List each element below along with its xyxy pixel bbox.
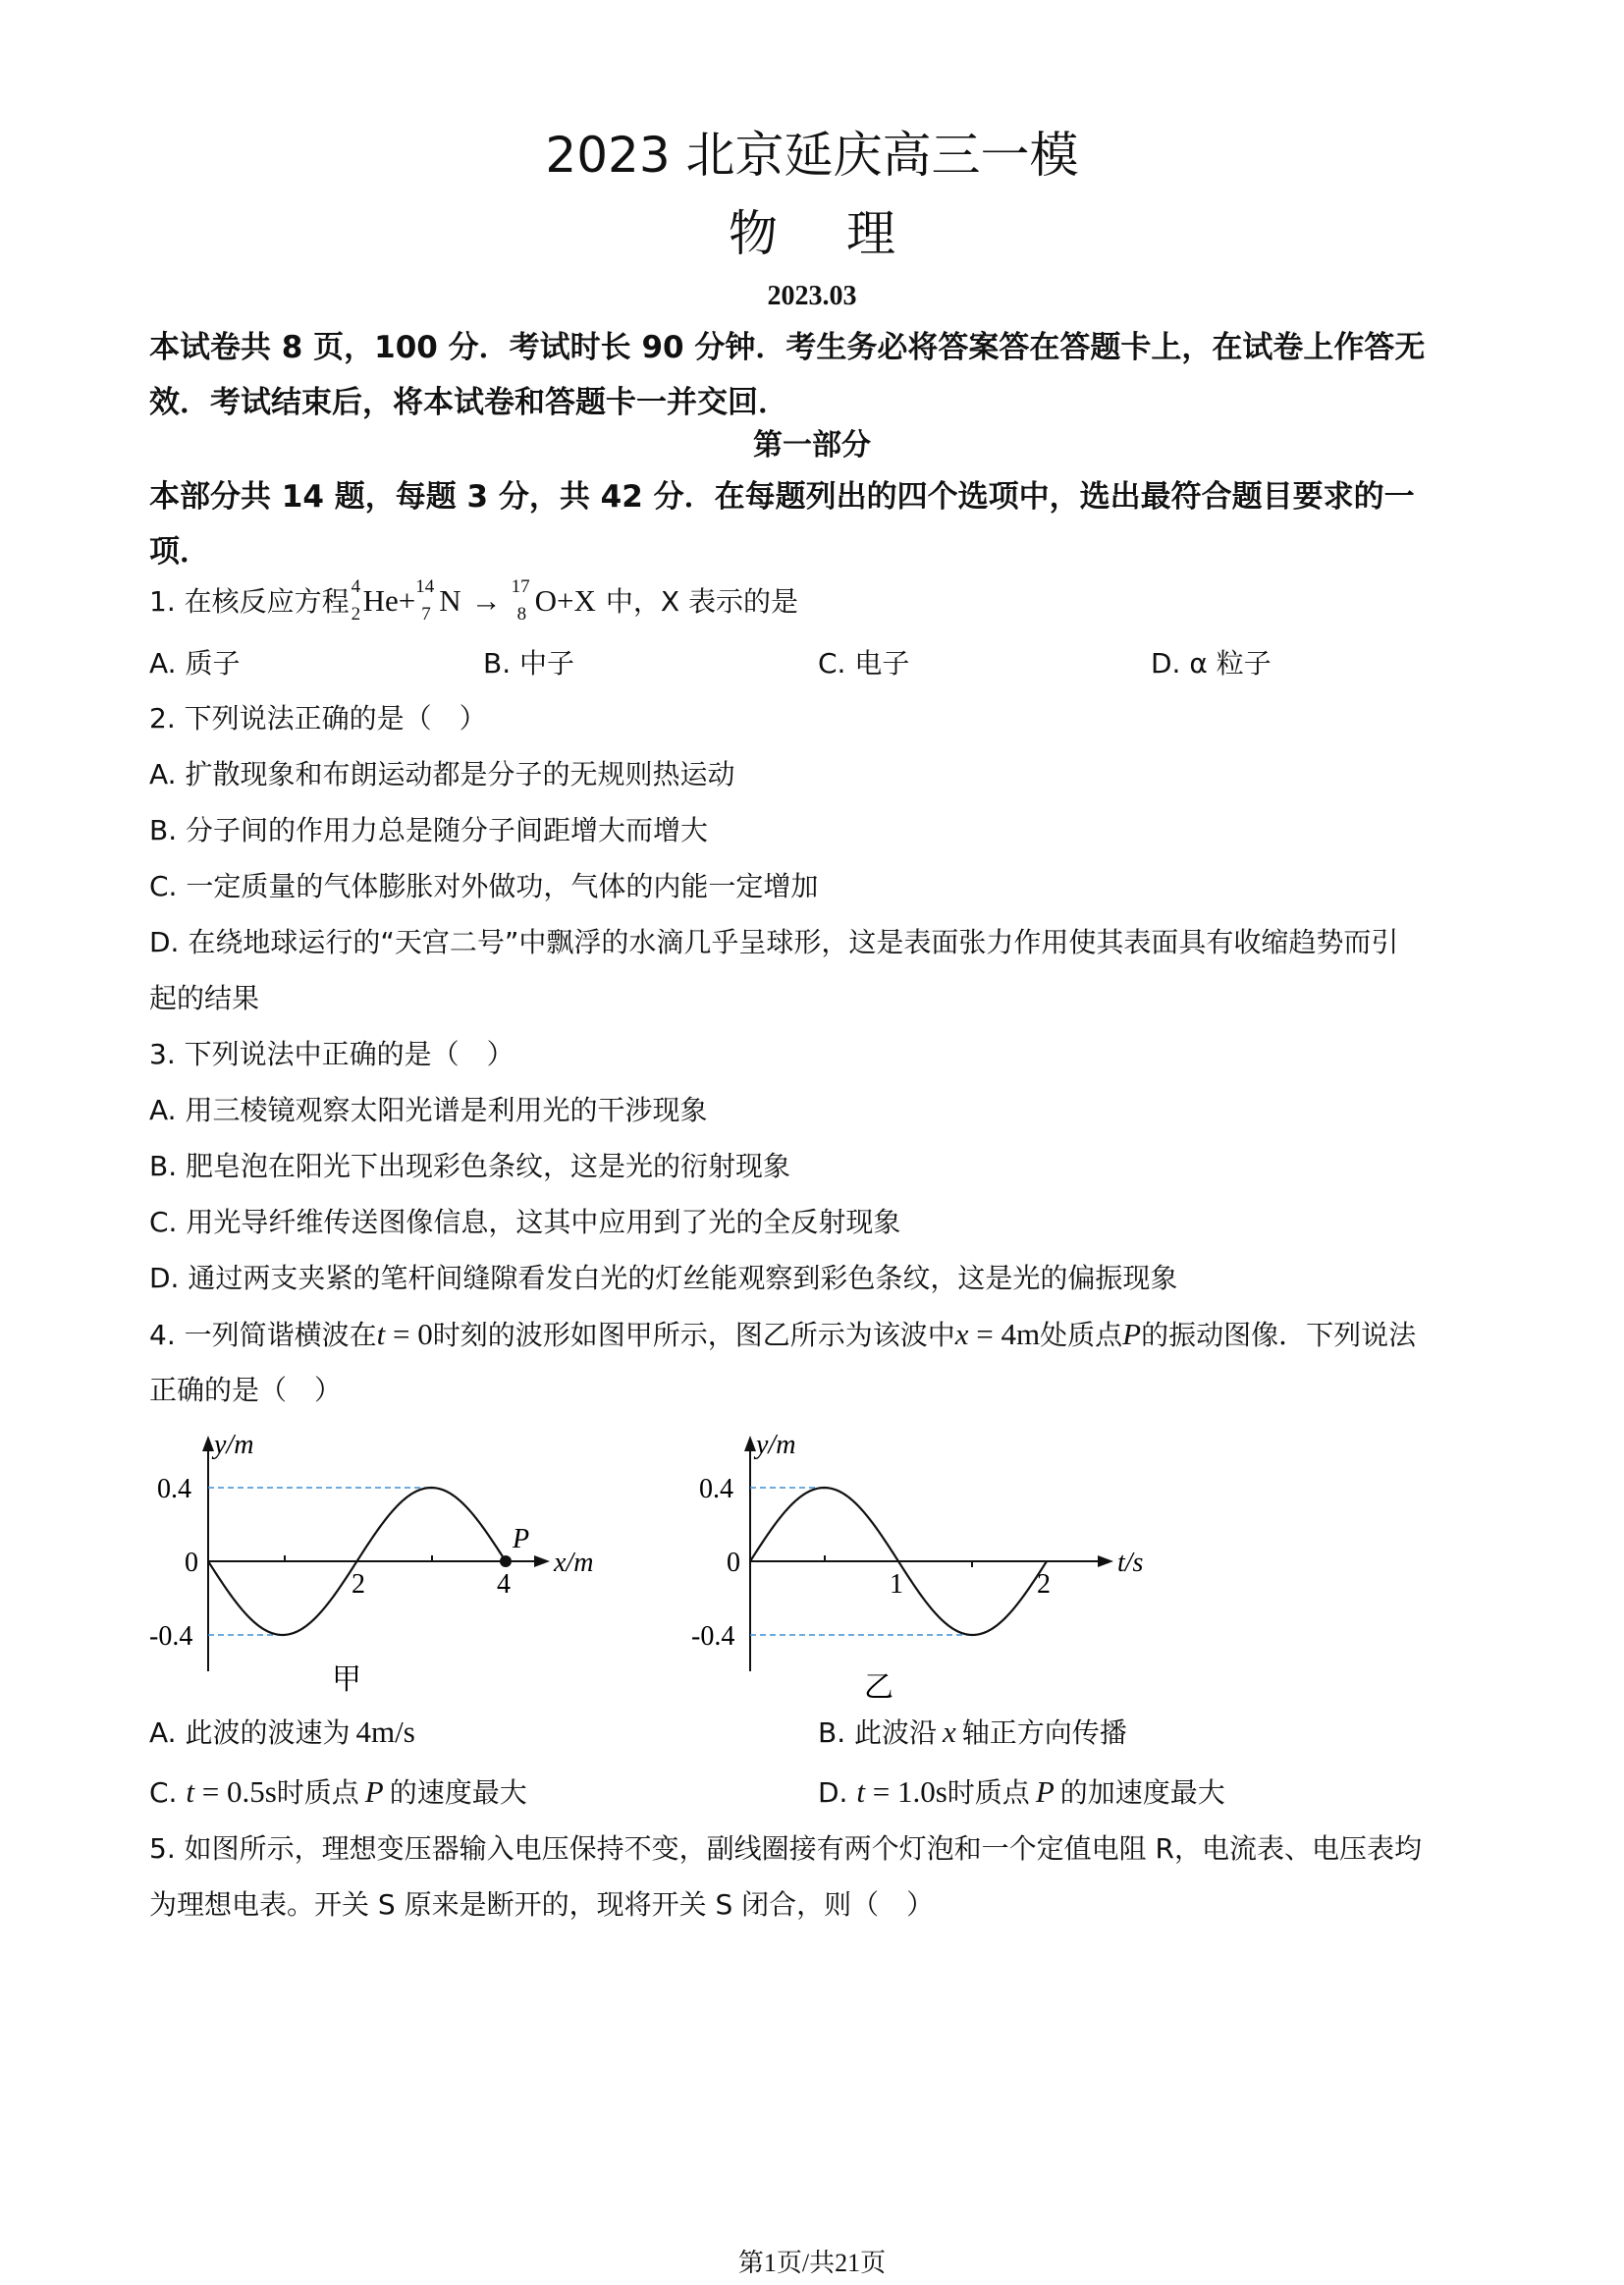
fig-b-xtick-2: 2 (1037, 1569, 1051, 1600)
q4-t-value: = 0 (385, 1317, 433, 1351)
fig-b-y-neg: -0.4 (691, 1621, 735, 1652)
q4-var-t: t (376, 1317, 386, 1351)
fig-a-xtick-2: 2 (352, 1569, 365, 1600)
o-charge-number: 8 (516, 604, 527, 625)
helium-nuclide (350, 576, 416, 625)
q4-opt-a-text: A. 此波的波速为 (149, 1716, 351, 1749)
q4-opt-b-text1: B. 此波沿 (818, 1716, 938, 1749)
fig-a-y-pos: 0.4 (157, 1474, 191, 1504)
nitrogen-nuclide (415, 576, 461, 625)
n-charge-number: 7 (421, 604, 431, 625)
q1-suffix: 中，X 表示的是 (605, 585, 799, 618)
fig-a-y-neg: -0.4 (149, 1621, 193, 1652)
q4-option-a (149, 1713, 415, 1753)
q4-opt-d-value: = 1.0s (865, 1774, 947, 1809)
q4-opt-c-text2: 的速度最大 (389, 1776, 527, 1809)
fig-a-xlabel: x/m (554, 1548, 594, 1578)
question-5-stem-line2: 为理想电表。开关 S 原来是断开的，现将开关 S 闭合，则（ ） (149, 1888, 935, 1921)
q4-opt-d-label: D. (818, 1776, 857, 1809)
q1-option-b: B. 中子 (483, 647, 575, 680)
q4-var-x: x (954, 1317, 969, 1351)
fig-a-ylabel: y/m (214, 1430, 254, 1460)
q1-option-d: D. α 粒子 (1151, 647, 1272, 680)
q4-option-d (818, 1772, 1225, 1813)
exam-notice-line1: 本试卷共 8 页，100 分．考试时长 90 分钟．考生务必将答案答在答题卡上，在试卷上作答无 (149, 330, 1426, 365)
reaction-arrow: → (470, 583, 502, 618)
q4-opt-d-p: P (1035, 1774, 1055, 1809)
q4-opt-c-value: = 0.5s (193, 1774, 277, 1809)
q4-opt-c-t: t (186, 1774, 194, 1809)
fig-b-caption: 乙 (864, 1671, 893, 1704)
q2-option-a: A. 扩散现象和布朗运动都是分子的无规则热运动 (149, 758, 735, 790)
fig-b-xlabel: t/s (1117, 1548, 1144, 1578)
part1-instruction-line2: 项． (149, 534, 210, 570)
q4-x-value: = 4m (968, 1317, 1041, 1351)
exam-notice-line2: 效．考试结束后，将本试卷和答题卡一并交回． (149, 385, 788, 420)
fig-a-xtick-4: 4 (497, 1569, 511, 1600)
he-symbol: He+ (362, 583, 416, 618)
q1-option-a: A. 质子 (149, 647, 241, 680)
q4-text-1: 4. 一列简谐横波在 (149, 1319, 377, 1351)
q4-opt-c-label: C. (149, 1776, 187, 1809)
q4-point-p: P (1122, 1317, 1142, 1351)
exam-title: 2023 北京延庆高三一模 (545, 127, 1079, 184)
q2-option-d-line1: D. 在绕地球运行的“天宫二号”中飘浮的水滴几乎呈球形，这是表面张力作用使其表面具有收缩趋势而引 (149, 926, 1399, 958)
q4-text-3: 处质点 (1040, 1319, 1123, 1351)
q3-option-b: B. 肥皂泡在阳光下出现彩色条纹，这是光的衍射现象 (149, 1150, 791, 1182)
fig-b-xtick-1: 1 (890, 1569, 903, 1600)
fig-b-y-arrow (744, 1436, 756, 1451)
fig-b-ylabel: y/m (756, 1430, 796, 1460)
q4-opt-c-text1: 时质点 (276, 1776, 359, 1809)
question-4-stem-line1 (149, 1315, 1416, 1355)
q4-option-b (818, 1713, 1127, 1753)
exam-date: 2023.03 (767, 281, 857, 311)
fig-a-y-arrow (202, 1436, 214, 1451)
q4-opt-b-text2: 轴正方向传播 (961, 1716, 1127, 1749)
q4-text-2: 时刻的波形如图甲所示，图乙所示为该波中 (432, 1319, 955, 1351)
fig-b-y-pos: 0.4 (699, 1474, 733, 1504)
q2-option-d-line2: 起的结果 (149, 982, 260, 1014)
page-footer: 第1页/共21页 (737, 2249, 887, 2277)
he-charge-number: 2 (351, 604, 361, 625)
q1-prefix: 1. 在核反应方程 (149, 585, 350, 618)
q4-opt-c-p: P (364, 1774, 384, 1809)
n-mass-number: 14 (415, 576, 435, 597)
he-mass-number: 4 (351, 576, 361, 597)
q4-option-c (149, 1772, 527, 1813)
q2-option-c: C. 一定质量的气体膨胀对外做功，气体的内能一定增加 (149, 870, 819, 902)
fig-a-x-arrow (534, 1555, 550, 1567)
o-mass-number: 17 (511, 576, 530, 597)
q4-opt-b-x: x (943, 1714, 956, 1749)
question-1-stem (149, 576, 799, 625)
fig-a-label-p: P (513, 1524, 530, 1554)
exam-subject: 物理 (729, 205, 964, 262)
q4-opt-d-t: t (856, 1774, 865, 1809)
q4-opt-d-text1: 时质点 (947, 1776, 1030, 1809)
q3-option-d: D. 通过两支夹紧的笔杆间缝隙看发白光的灯丝能观察到彩色条纹，这是光的偏振现象 (149, 1262, 1178, 1294)
part1-heading: 第一部分 (753, 428, 871, 462)
q4-text-4: 的振动图像．下列说法 (1141, 1319, 1417, 1351)
fig-b-y-zero: 0 (727, 1548, 740, 1578)
wave-figure-a (147, 1424, 658, 1699)
o-symbol: O+X (534, 583, 596, 618)
oxygen-nuclide (511, 576, 596, 625)
q4-opt-a-value: 4m/s (355, 1714, 415, 1749)
fig-b-x-arrow (1098, 1555, 1113, 1567)
question-3-stem: 3. 下列说法中正确的是（ ） (149, 1038, 514, 1070)
fig-a-y-zero: 0 (185, 1548, 198, 1578)
wave-figure-b (687, 1424, 1159, 1709)
q3-option-a: A. 用三棱镜观察太阳光谱是利用光的干涉现象 (149, 1094, 708, 1126)
q4-opt-d-text2: 的加速度最大 (1059, 1776, 1225, 1809)
fig-a-caption: 甲 (332, 1663, 361, 1696)
q2-option-b: B. 分子间的作用力总是随分子间距增大而增大 (149, 814, 709, 846)
q1-option-c: C. 电子 (818, 647, 910, 680)
fig-a-point-p (500, 1555, 512, 1567)
question-4-stem-line2: 正确的是（ ） (149, 1374, 343, 1406)
n-symbol: N (439, 583, 461, 618)
q3-option-c: C. 用光导纤维传送图像信息，这其中应用到了光的全反射现象 (149, 1206, 901, 1238)
question-5-stem-line1: 5. 如图所示，理想变压器输入电压保持不变，副线圈接有两个灯泡和一个定值电阻 R，电流表、电压表均 (149, 1832, 1422, 1865)
part1-instruction-line1: 本部分共 14 题，每题 3 分，共 42 分．在每题列出的四个选项中，选出最符合题目要求的一 (149, 479, 1415, 515)
question-2-stem: 2. 下列说法正确的是（ ） (149, 702, 487, 734)
